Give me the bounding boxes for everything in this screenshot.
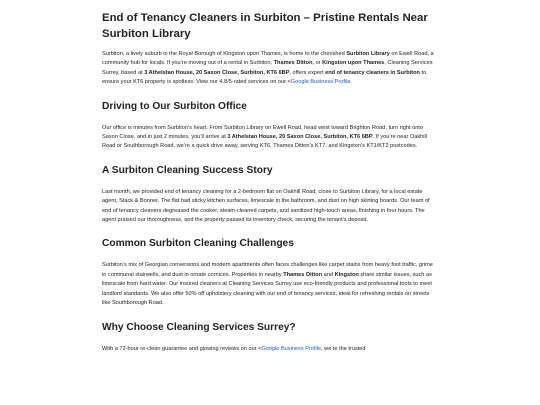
section-heading-why-choose: Why Choose Cleaning Services Surrey? [102,321,296,333]
article [102,0,438,354]
success-story-paragraph: Last month, we provided end of tenancy cleaning for a 2-bedroom flat on Oakhill Road, close to Surbiton Library, for a local estate agent, Stack & Bonner. The flat had sticky kitchen surfaces, limescale in the bathroom, and dust on high skirting boards. Our team of end of tenancy cleaners degreased the cooker, steam-cleaned carpets, and sanitized high-touch areas, finishing in four hours. The agent praised our thoroughness, and the property passed its inventory check, securing the tenant’s deposit. [102,188,430,224]
google-business-profile-link-2[interactable]: Google Business Profile [261,345,322,352]
page-title: End of Tenancy Cleaners in Surbiton – Pristine Rentals Near Surbiton Library [102,12,428,40]
intro-paragraph: Surbiton, a lively suburb in the Royal Borough of Kingston upon Thames, is home to the cherished Surbiton Library on Ewell Road, a community hub for locals. If you’re moving out of a rental in Surbiton, Thames Ditton, or Kingston upon Thames, Cleaning Services Surrey, based at 3 Athelstan House, 20 Saxon Close, Surbiton, KT6 6BP, offers expert end of tenancy cleaners in Surbiton to ensure your KT6 property is spotless. View our 4.8/5-rated services on our <Google Business Profile [102,51,434,86]
google-business-profile-link[interactable]: Google Business Profile [290,79,351,86]
section-heading-success-story: A Surbiton Cleaning Success Story [102,164,273,176]
section-heading-driving: Driving to Our Surbiton Office [102,100,247,112]
section-heading-challenges: Common Surbiton Cleaning Challenges [102,238,294,250]
challenges-paragraph: Surbiton’s mix of Georgian conversions and modern apartments often faces challenges like carpet stains from heavy foot traffic, grime in communal stairwells, and dust in ornate cornices. Properties in nearby Thames Ditton and Kingston share similar issues, such as limescale from hard water. Our insured cleaners at Cleaning Services Surrey use eco-friendly products and professional tools to meet landlord standards. We also offer 50% off upholstery cleaning with our end of tenancy services, ideal for refreshing rentals on streets like Southborough Road. [102,262,433,307]
why-choose-paragraph: With a 72-hour re-clean guarantee and glowing reviews on our <Google Business Profile, we’re the trusted [102,345,366,352]
driving-paragraph: Our office is minutes from Surbiton’s heart. From Surbiton Library on Ewell Road, head west toward Brighton Road, turn right onto Saxon Close, and in just 2 minutes, you’ll arrive at 3 Athelstan House, 20 Saxon Close, Surbiton, KT6 6BP. If you’re near Oakhill Road or Southborough Road, we’re a quick drive away, serving KT6, Thames Ditton’s KT7, and Kingston’s KT1/KT2 postcodes. [102,124,427,150]
